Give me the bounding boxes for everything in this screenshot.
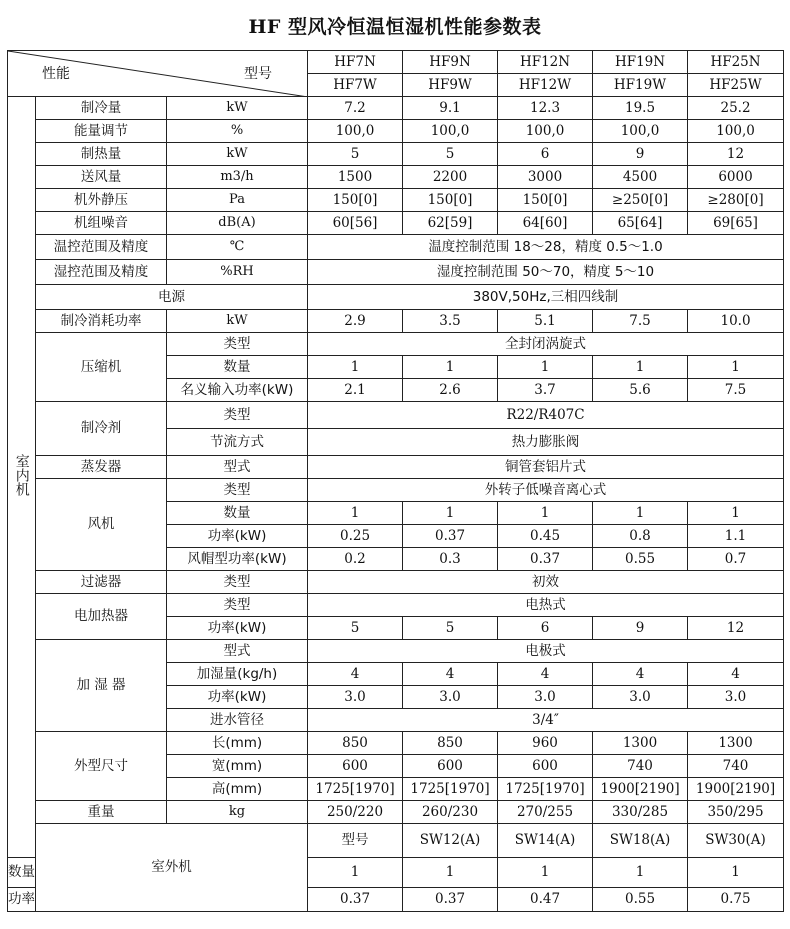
value-cell: 1725[1970] — [498, 778, 593, 801]
value-cell: 260/230 — [403, 801, 498, 824]
sub-label: 类型 — [167, 571, 308, 594]
value-cell: 69[65] — [688, 212, 784, 235]
sub-label: 数量 — [8, 858, 36, 888]
table-row — [8, 801, 784, 824]
sub-label: 宽(mm) — [167, 755, 308, 778]
value-cell: 0.37 — [308, 888, 403, 912]
value-cell: 1 — [403, 502, 498, 525]
model-n-cell: HF9N — [403, 51, 498, 74]
model-n-cell: HF12N — [498, 51, 593, 74]
value-cell: 1 — [308, 502, 403, 525]
value-cell: 1 — [498, 502, 593, 525]
value-cell: 0.55 — [593, 548, 688, 571]
value-cell: 1 — [688, 858, 784, 888]
value-cell: 1300 — [593, 732, 688, 755]
value-cell: 1900[2190] — [593, 778, 688, 801]
sub-label: 功率(kW) — [167, 525, 308, 548]
value-cell: 960 — [498, 732, 593, 755]
value-cell: 150[0] — [308, 189, 403, 212]
header-corner-cell — [8, 51, 308, 97]
sub-label: 进水管径 — [167, 709, 308, 732]
model-w-cell: HF12W — [498, 74, 593, 97]
sub-label: 型号 — [308, 824, 403, 858]
table-row — [8, 212, 784, 235]
table-row — [8, 285, 784, 310]
value-cell: 4500 — [593, 166, 688, 189]
value-cell: 1.1 — [688, 525, 784, 548]
model-w-cell: HF7W — [308, 74, 403, 97]
value-cell: 65[64] — [593, 212, 688, 235]
row-unit: kg — [167, 801, 308, 824]
value-cell: 2.9 — [308, 310, 403, 333]
value-cell: 600 — [498, 755, 593, 778]
row-label: 重量 — [36, 801, 167, 824]
sub-label: 名义输入功率(kW) — [167, 379, 308, 402]
row-unit: Pa — [167, 189, 308, 212]
row-label: 送风量 — [36, 166, 167, 189]
model-n-cell: HF19N — [593, 51, 688, 74]
value-cell: 1300 — [688, 732, 784, 755]
sub-label: 类型 — [167, 402, 308, 429]
value-cell: 25.2 — [688, 97, 784, 120]
merged-value-cell: 铜管套铝片式 — [308, 456, 784, 479]
row-unit: % — [167, 120, 308, 143]
value-cell: 100,0 — [498, 120, 593, 143]
model-n-cell: HF25N — [688, 51, 784, 74]
table-row — [8, 640, 784, 663]
table-row — [8, 235, 784, 260]
value-cell: 64[60] — [498, 212, 593, 235]
value-cell: ≥250[0] — [593, 189, 688, 212]
value-cell: 270/255 — [498, 801, 593, 824]
sub-label: 节流方式 — [167, 429, 308, 456]
group-label: 蒸发器 — [36, 456, 167, 479]
table-row — [8, 456, 784, 479]
table-row — [8, 260, 784, 285]
table-row — [8, 333, 784, 356]
row-label: 机外静压 — [36, 189, 167, 212]
spec-table — [7, 50, 784, 912]
table-row — [8, 120, 784, 143]
header-performance: 性能 — [42, 66, 70, 82]
value-cell: 0.45 — [498, 525, 593, 548]
value-cell: 7.5 — [688, 379, 784, 402]
row-label: 温控范围及精度 — [36, 235, 167, 260]
value-cell: 0.3 — [403, 548, 498, 571]
row-label: 制热量 — [36, 143, 167, 166]
value-cell: SW12(A) — [403, 824, 498, 858]
value-cell: 1725[1970] — [403, 778, 498, 801]
value-cell: 740 — [688, 755, 784, 778]
value-cell: 350/295 — [688, 801, 784, 824]
value-cell: 5.6 — [593, 379, 688, 402]
sub-label: 功率 — [8, 888, 36, 912]
value-cell: 1 — [403, 356, 498, 379]
value-cell: 7.2 — [308, 97, 403, 120]
value-cell: 150[0] — [498, 189, 593, 212]
merged-value-cell: 380V,50Hz,三相四线制 — [308, 285, 784, 310]
outdoor-unit-label: 室外机 — [36, 824, 308, 912]
value-cell: 0.2 — [308, 548, 403, 571]
value-cell: 6 — [498, 143, 593, 166]
value-cell: 1 — [593, 858, 688, 888]
value-cell: 5 — [403, 617, 498, 640]
value-cell: 19.5 — [593, 97, 688, 120]
value-cell: 100,0 — [403, 120, 498, 143]
value-cell: 740 — [593, 755, 688, 778]
row-unit: ℃ — [167, 235, 308, 260]
merged-value-cell: 热力膨胀阀 — [308, 429, 784, 456]
value-cell: SW14(A) — [498, 824, 593, 858]
merged-value-cell: 外转子低噪音离心式 — [308, 479, 784, 502]
group-label: 加 湿 器 — [36, 640, 167, 732]
table-row — [8, 402, 784, 429]
value-cell: 1 — [688, 502, 784, 525]
group-label: 外型尺寸 — [36, 732, 167, 801]
value-cell: 5.1 — [498, 310, 593, 333]
value-cell: 0.7 — [688, 548, 784, 571]
value-cell: 9 — [593, 617, 688, 640]
model-n-cell: HF7N — [308, 51, 403, 74]
value-cell: 9 — [593, 143, 688, 166]
value-cell: 100,0 — [593, 120, 688, 143]
sub-label: 功率(kW) — [167, 686, 308, 709]
merged-value-cell: 全封闭涡旋式 — [308, 333, 784, 356]
value-cell: 3.0 — [688, 686, 784, 709]
value-cell: 4 — [403, 663, 498, 686]
value-cell: 850 — [308, 732, 403, 755]
value-cell: 4 — [688, 663, 784, 686]
value-cell: 100,0 — [308, 120, 403, 143]
model-w-cell: HF9W — [403, 74, 498, 97]
sub-label: 型式 — [167, 640, 308, 663]
row-label: 湿控范围及精度 — [36, 260, 167, 285]
value-cell: 4 — [308, 663, 403, 686]
group-label: 制冷剂 — [36, 402, 167, 456]
group-label: 过滤器 — [36, 571, 167, 594]
value-cell: 600 — [308, 755, 403, 778]
sub-label: 风帽型功率(kW) — [167, 548, 308, 571]
merged-value-cell: 电热式 — [308, 594, 784, 617]
value-cell: 0.37 — [403, 525, 498, 548]
header-row — [8, 51, 784, 74]
value-cell: 3.0 — [308, 686, 403, 709]
value-cell: 5 — [308, 143, 403, 166]
table-row — [8, 571, 784, 594]
row-label: 制冷量 — [36, 97, 167, 120]
value-cell: 100,0 — [688, 120, 784, 143]
row-label: 能量调节 — [36, 120, 167, 143]
value-cell: 3.5 — [403, 310, 498, 333]
sub-label: 数量 — [167, 502, 308, 525]
sub-label: 型式 — [167, 456, 308, 479]
indoor-unit-label: 室内机 — [13, 453, 30, 496]
sub-label: 类型 — [167, 333, 308, 356]
value-cell: 2.1 — [308, 379, 403, 402]
value-cell: 1500 — [308, 166, 403, 189]
value-cell: 7.5 — [593, 310, 688, 333]
value-cell: 600 — [403, 755, 498, 778]
page-title: HF 型风冷恒温恒湿机性能参数表 — [248, 16, 542, 38]
value-cell: 1 — [593, 356, 688, 379]
sub-label: 长(mm) — [167, 732, 308, 755]
value-cell: 4 — [593, 663, 688, 686]
value-cell: 5 — [308, 617, 403, 640]
header-model: 型号 — [244, 66, 272, 82]
value-cell: 150[0] — [403, 189, 498, 212]
value-cell: SW18(A) — [593, 824, 688, 858]
value-cell: 6 — [498, 617, 593, 640]
row-unit: kW — [167, 97, 308, 120]
row-unit: %RH — [167, 260, 308, 285]
table-row — [8, 479, 784, 502]
value-cell: 6000 — [688, 166, 784, 189]
merged-value-cell: 电极式 — [308, 640, 784, 663]
value-cell: 850 — [403, 732, 498, 755]
value-cell: 3.0 — [593, 686, 688, 709]
group-label: 电加热器 — [36, 594, 167, 640]
value-cell: 3.0 — [498, 686, 593, 709]
table-row — [8, 166, 784, 189]
value-cell: 330/285 — [593, 801, 688, 824]
table-row — [8, 143, 784, 166]
value-cell: 2.6 — [403, 379, 498, 402]
table-row — [8, 732, 784, 755]
model-w-cell: HF19W — [593, 74, 688, 97]
value-cell: 4 — [498, 663, 593, 686]
model-w-cell: HF25W — [688, 74, 784, 97]
table-row — [8, 189, 784, 212]
value-cell: 10.0 — [688, 310, 784, 333]
value-cell: 1 — [308, 858, 403, 888]
merged-value-cell: 温度控制范围 18～28，精度 0.5～1.0 — [308, 235, 784, 260]
value-cell: 12.3 — [498, 97, 593, 120]
row-label: 制冷消耗功率 — [36, 310, 167, 333]
table-row — [8, 97, 784, 120]
value-cell: 0.75 — [688, 888, 784, 912]
value-cell: 0.25 — [308, 525, 403, 548]
row-unit: dB(A) — [167, 212, 308, 235]
value-cell: 0.37 — [403, 888, 498, 912]
value-cell: 1900[2190] — [688, 778, 784, 801]
value-cell: 9.1 — [403, 97, 498, 120]
sub-label: 数量 — [167, 356, 308, 379]
row-unit: kW — [167, 143, 308, 166]
value-cell: 3000 — [498, 166, 593, 189]
table-row — [8, 594, 784, 617]
sub-label: 加湿量(kg/h) — [167, 663, 308, 686]
value-cell: 12 — [688, 617, 784, 640]
value-cell: SW30(A) — [688, 824, 784, 858]
value-cell: 0.37 — [498, 548, 593, 571]
value-cell: 0.47 — [498, 888, 593, 912]
value-cell: 0.8 — [593, 525, 688, 548]
value-cell: 5 — [403, 143, 498, 166]
merged-value-cell: 3/4″ — [308, 709, 784, 732]
value-cell: 12 — [688, 143, 784, 166]
value-cell: 1 — [688, 356, 784, 379]
row-label: 电源 — [36, 285, 308, 310]
value-cell: 1 — [308, 356, 403, 379]
merged-value-cell: R22/R407C — [308, 402, 784, 429]
row-unit: m3/h — [167, 166, 308, 189]
value-cell: 3.7 — [498, 379, 593, 402]
value-cell: 1 — [498, 356, 593, 379]
sub-label: 类型 — [167, 594, 308, 617]
value-cell: 60[56] — [308, 212, 403, 235]
value-cell: 1725[1970] — [308, 778, 403, 801]
table-row — [8, 824, 784, 858]
sub-label: 功率(kW) — [167, 617, 308, 640]
value-cell: 2200 — [403, 166, 498, 189]
row-unit: kW — [167, 310, 308, 333]
value-cell: 0.55 — [593, 888, 688, 912]
merged-value-cell: 湿度控制范围 50～70，精度 5～10 — [308, 260, 784, 285]
value-cell: 1 — [593, 502, 688, 525]
group-label: 压缩机 — [36, 333, 167, 402]
indoor-unit-label-cell — [8, 97, 36, 858]
value-cell: 250/220 — [308, 801, 403, 824]
value-cell: 3.0 — [403, 686, 498, 709]
value-cell: ≥280[0] — [688, 189, 784, 212]
sub-label: 类型 — [167, 479, 308, 502]
row-label: 机组噪音 — [36, 212, 167, 235]
group-label: 风机 — [36, 479, 167, 571]
table-row — [8, 310, 784, 333]
sub-label: 高(mm) — [167, 778, 308, 801]
merged-value-cell: 初效 — [308, 571, 784, 594]
value-cell: 62[59] — [403, 212, 498, 235]
value-cell: 1 — [498, 858, 593, 888]
value-cell: 1 — [403, 858, 498, 888]
